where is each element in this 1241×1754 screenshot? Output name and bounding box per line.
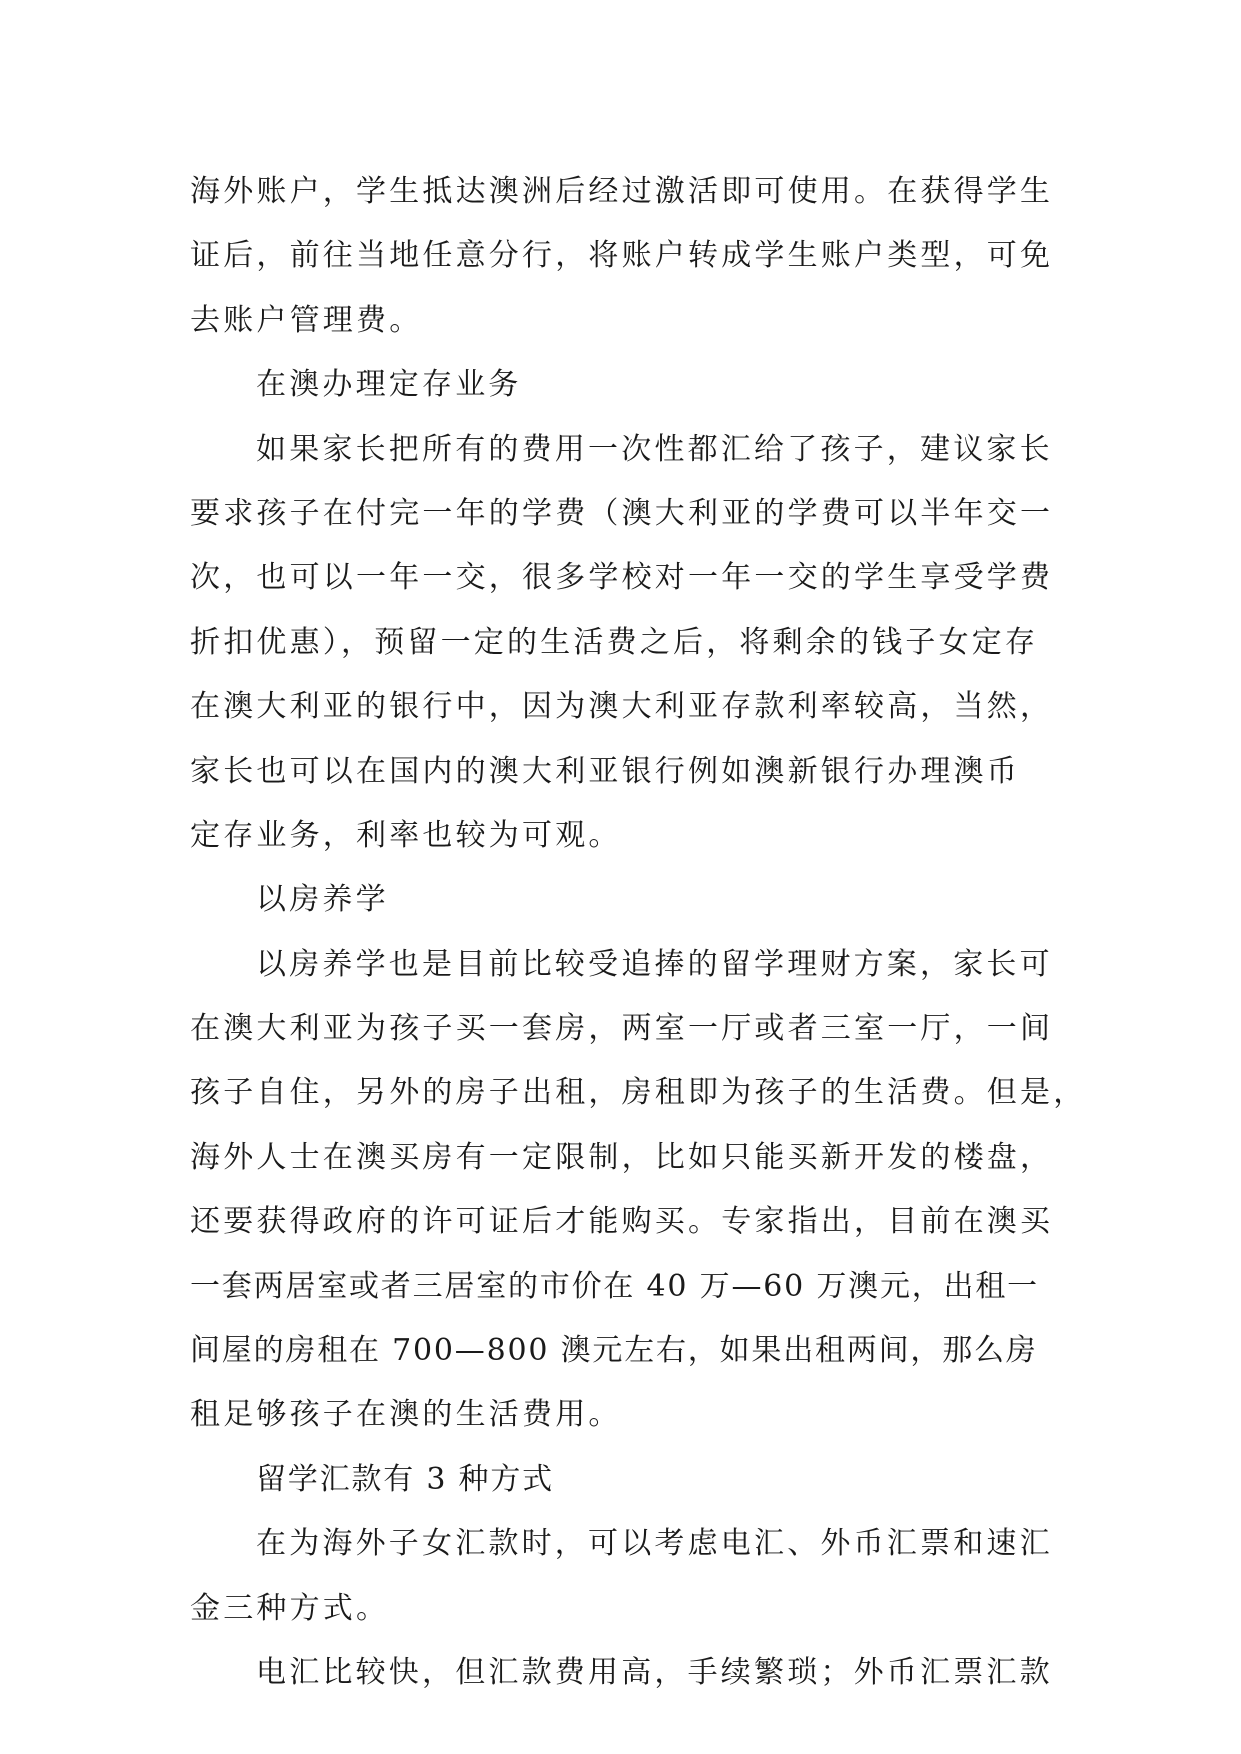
text-line: 定存业务，利率也较为可观。 bbox=[190, 817, 622, 853]
body-text bbox=[190, 160, 1087, 1705]
text-line: 在澳大利亚为孩子买一套房，两室一厅或者三室一厅，一间 bbox=[190, 1011, 1054, 1047]
text-line: 证后，前往当地任意分行，将账户转成学生账户类型，可免 bbox=[190, 238, 1054, 274]
text-line: 海外人士在澳买房有一定限制，比如只能买新开发的楼盘， bbox=[190, 1139, 1054, 1175]
text-line: 以房养学也是目前比较受追捧的留学理财方案，家长可 bbox=[256, 946, 1053, 982]
text-line: 一套两居室或者三居室的市价在 40 万—60 万澳元，出租一 bbox=[190, 1268, 1039, 1304]
text-line: 去账户管理费。 bbox=[190, 302, 423, 338]
text-line: 折扣优惠），预留一定的生活费之后，将剩余的钱子女定存 bbox=[190, 624, 1039, 660]
text-line: 海外账户，学生抵达澳洲后经过激活即可使用。在获得学生 bbox=[190, 174, 1054, 209]
text-line: 还要获得政府的许可证后才能购买。专家指出，目前在澳买 bbox=[190, 1204, 1054, 1240]
text-line: 如果家长把所有的费用一次性都汇给了孩子，建议家长 bbox=[256, 431, 1053, 467]
text-line: 电汇比较快，但汇款费用高，手续繁琐；外币汇票汇款 bbox=[256, 1654, 1053, 1690]
text-line: 次，也可以一年一交，很多学校对一年一交的学生享受学费 bbox=[190, 560, 1054, 596]
text-line: 租足够孩子在澳的生活费用。 bbox=[190, 1397, 622, 1433]
text-line: 在为海外子女汇款时，可以考虑电汇、外币汇票和速汇 bbox=[256, 1526, 1053, 1562]
text-line: 间屋的房租在 700—800 澳元左右，如果出租两间，那么房 bbox=[190, 1333, 1038, 1369]
text-line: 金三种方式。 bbox=[190, 1590, 390, 1626]
text-line: 家长也可以在国内的澳大利亚银行例如澳新银行办理澳币 bbox=[190, 753, 1020, 789]
text-line: 孩子自住，另外的房子出租，房租即为孩子的生活费。但是， bbox=[190, 1075, 1087, 1111]
section-heading-deposit: 在澳办理定存业务 bbox=[256, 367, 522, 403]
section-heading-remittance: 留学汇款有 3 种方式 bbox=[256, 1461, 554, 1497]
section-heading-housing: 以房养学 bbox=[256, 882, 389, 918]
text-line: 要求孩子在付完一年的学费（澳大利亚的学费可以半年交一 bbox=[190, 495, 1054, 531]
text-line: 在澳大利亚的银行中，因为澳大利亚存款利率较高，当然， bbox=[190, 689, 1054, 725]
